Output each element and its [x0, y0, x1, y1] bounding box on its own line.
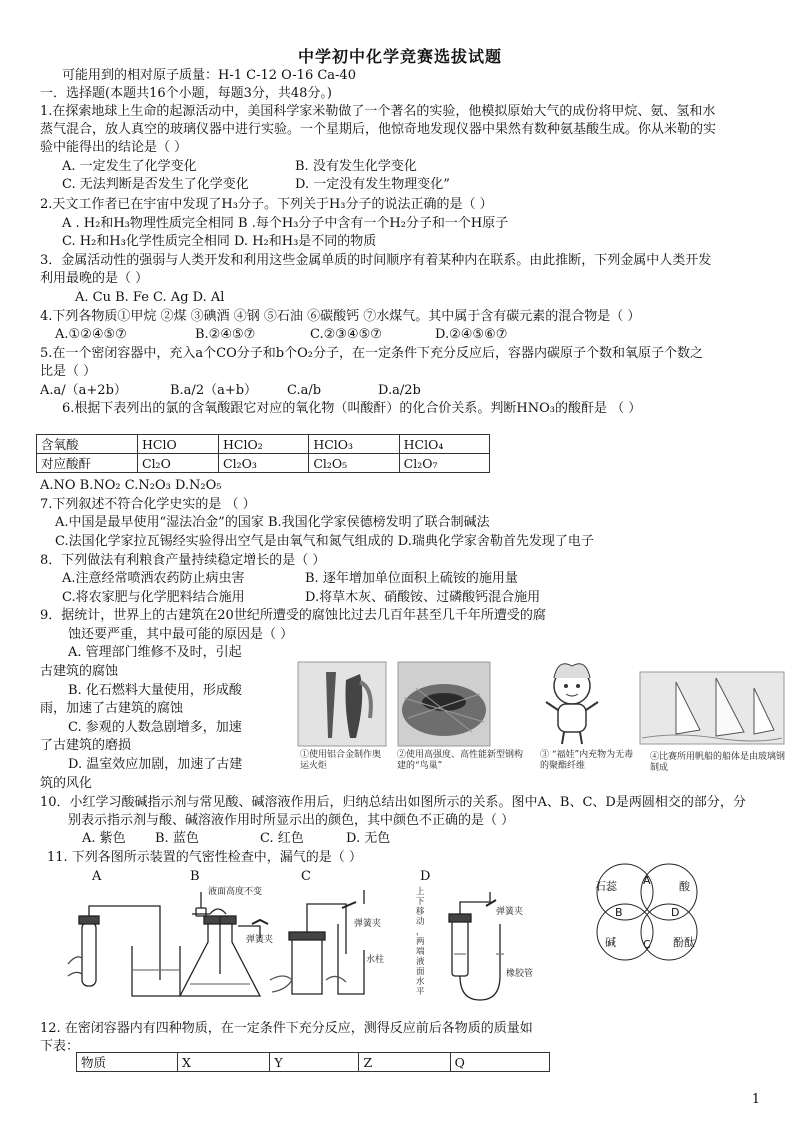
q1-option-c: C. 无法判断是否发生了化学变化: [62, 177, 249, 192]
table-cell: 物质: [77, 1053, 178, 1072]
q3-options: A. Cu B. Fe C. Ag D. Al: [75, 290, 225, 305]
q10-option-c: C. 红色: [260, 831, 304, 846]
q1-line1: 1.在探索地球上生命的起源活动中，美国科学家米勒做了一个著名的实验，他模拟原始大气的成份将甲烷、氨、氢和水: [40, 104, 716, 119]
venn-region-d: D: [671, 906, 680, 919]
q8-option-c: C.将农家肥与化学肥料结合施用: [62, 590, 245, 605]
q10-line2: 别表示指示剂与酸、碱溶液作用时所显示出的颜色，其中颜色不正确的是（ ）: [68, 813, 515, 828]
sailboat-photo: [640, 672, 784, 744]
q11-stem: 11. 下列各图所示装置的气密性检查中，漏气的是（ ）: [47, 850, 362, 865]
venn-phenolphthalein: 酚酞: [673, 936, 695, 949]
q1-option-d: D. 一定没有发生物理变化”: [295, 177, 450, 192]
q9-option-b: B. 化石燃料大量使用，形成酸: [68, 683, 242, 698]
q11-label-d: D: [420, 869, 431, 884]
q9-option-a: A. 管理部门维修不及时，引起: [68, 645, 242, 660]
table-cell: Y: [270, 1053, 359, 1072]
q5-option-c: C.a/b: [287, 383, 322, 398]
table-row: [37, 435, 490, 454]
table-row: [37, 454, 490, 473]
q1-option-a: A. 一定发生了化学变化: [62, 159, 197, 174]
q5-option-b: B.a/2（a+b）: [170, 383, 258, 398]
q8-option-b: B. 逐年增加单位面积上硫铵的施用量: [305, 571, 518, 586]
venn-region-a: A: [643, 874, 651, 887]
q11-label-a: A: [92, 869, 102, 884]
d-hose-label: 橡胶管: [506, 969, 534, 979]
venn-base: 碱: [605, 936, 616, 949]
q4-option-c: C.②③④⑤⑦: [310, 327, 382, 342]
d-note-char: 面: [416, 967, 425, 977]
table-cell: 含氧酸: [37, 435, 138, 454]
q10-option-a: A. 紫色: [82, 831, 126, 846]
table-cell: 对应酸酐: [37, 454, 138, 473]
q6-options: A.NO B.NO₂ C.N₂O₃ D.N₂O₅: [40, 478, 222, 493]
q7-options-ab: A.中国是最早使用“湿法冶金”的国家 B.我国化学家侯德榜发明了联合制碱法: [55, 515, 490, 530]
q5-option-a: A.a/（a+2b）: [40, 383, 127, 398]
table-cell: Z: [359, 1053, 450, 1072]
apparatus-c: [270, 890, 364, 994]
b-clip-label: 弹簧夹: [246, 935, 274, 945]
q3-line2: 利用最晚的是（ ）: [40, 271, 149, 286]
q7-stem: 7.下列叙述不符合化学史实的是 （ ）: [40, 497, 256, 512]
q8-option-a: A.注意经常喷洒农药防止病虫害: [62, 571, 245, 586]
q5-line1: 5.在一个密闭容器中，充入a个CO分子和b个O₂分子，在一定条件下充分反应后，容器内碳原子个数和氧原子个数之: [40, 346, 703, 361]
q10-option-d: D. 无色: [346, 831, 391, 846]
q4-option-b: B.②④⑤⑦: [195, 327, 256, 342]
table-cell: HClO₄: [399, 435, 489, 454]
figure-caption-3: ③ “福娃”内充物为无毒的聚酯纤维: [540, 750, 634, 771]
table-cell: Cl₂O₅: [309, 454, 399, 473]
d-vertical-note: [416, 886, 425, 997]
d-note-char: 平: [416, 987, 425, 997]
venn-region-c: C: [643, 938, 651, 951]
q8-stem: 8．下列做法有利粮食产量持续稳定增长的是（ ）: [40, 553, 326, 568]
airtightness-apparatus: [60, 884, 580, 1010]
q4-option-a: A.①②④⑤⑦: [55, 327, 127, 342]
q9-line2: 蚀还要严重，其中最可能的原因是（ ）: [68, 627, 294, 642]
d-note-char: 动: [416, 917, 425, 927]
q12-line2: 下表：: [40, 1039, 80, 1054]
q10-line1: 10．小红学习酸碱指示剂与常见酸、碱溶液作用后，归纳总结出如图所示的关系。图中A、B、C、D是两圆相交的部分，分: [40, 795, 746, 810]
figure-caption-1: ①使用铝合金制作奥运火炬: [300, 750, 382, 771]
table-cell: HClO: [138, 435, 219, 454]
d-clip-label: 弹簧夹: [496, 907, 524, 917]
d-note-char: 移: [416, 907, 425, 917]
acid-anhydride-table: [36, 434, 490, 473]
d-note-char: 水: [416, 977, 425, 987]
page-title: 中学初中化学竞赛选拔试题: [297, 47, 502, 66]
q9-option-a-cont: 古建筑的腐蚀: [40, 664, 119, 679]
venn-acid: 酸: [679, 880, 690, 893]
q2-options-ab: A . H₂和H₃物理性质完全相同 B .每个H₃分子中含有一个H₂分子和一个H原子: [62, 216, 509, 231]
q6-stem: 6.根据下表列出的氯的含氧酸跟它对应的氧化物（叫酸酐）的化合价关系。判断HNO₃的酸酐是 （ ）: [62, 401, 642, 416]
table-cell: Cl₂O: [138, 454, 219, 473]
q1-line2: 蒸气混合，放人真空的玻璃仪器中进行实验。一个星期后，他惊奇地发现仪器中果然有数种氨基酸生成。你从米勒的实: [40, 122, 717, 137]
d-note-char: 两: [416, 937, 425, 947]
q11-label-c: C: [301, 869, 311, 884]
olympic-figures: [296, 658, 788, 748]
q4-option-d: D.②④⑤⑥⑦: [435, 327, 508, 342]
table-cell: Q: [450, 1053, 549, 1072]
table-row: [77, 1053, 550, 1072]
c-water-label: 水柱: [366, 955, 385, 965]
q5-line2: 比是（ ）: [40, 364, 97, 379]
birds-nest-photo: [398, 662, 490, 746]
apparatus-a: [68, 906, 180, 996]
table-cell: HClO₃: [309, 435, 399, 454]
q1-line3: 验中能得出的结论是（ ）: [40, 140, 188, 155]
table-cell: Cl₂O₃: [219, 454, 309, 473]
q8-option-d: D.将草木灰、硝酸铵、过磷酸钙混合施用: [305, 590, 541, 605]
d-note-char: ，: [416, 927, 425, 937]
q12-line1: 12. 在密闭容器内有四种物质，在一定条件下充分反应，测得反应前后各物质的质量如: [40, 1021, 533, 1036]
q9-option-b-cont: 雨，加速了古建筑的腐蚀: [40, 701, 184, 716]
page-number: 1: [751, 1092, 760, 1107]
q9-option-c: C. 参观的人数急剧增多，加速: [68, 720, 242, 735]
q9-line1: 9．据统计，世界上的古建筑在20世纪所遭受的腐蚀比过去几百年甚至几千年所遭受的腐: [40, 608, 546, 623]
venn-region-b: B: [615, 906, 623, 919]
d-note-char: 下: [416, 897, 425, 907]
q4-stem: 4.下列各物质①甲烷 ②煤 ③碘酒 ④钢 ⑤石油 ⑥碳酸钙 ⑦水煤气。其中属于含有碳元素的混合物是（ ）: [40, 309, 641, 324]
q9-option-d: D. 温室效应加剧，加速了古建: [68, 757, 243, 772]
table-cell: Cl₂O₇: [399, 454, 489, 473]
fuwa-mascot: [546, 664, 598, 744]
venn-litmus: 石蕊: [595, 880, 617, 893]
q1-option-b: B. 没有发生化学变化: [295, 159, 417, 174]
torch-photo: [298, 662, 386, 746]
figure-caption-2: ②使用高强度、高性能新型钢构建的“鸟巢”: [397, 750, 524, 771]
d-note-char: 上: [416, 887, 425, 897]
q9-option-c-cont: 了古建筑的磨损: [40, 738, 132, 753]
section-heading: 一．选择题(本题共16个小题，每题3分，共48分。): [40, 86, 332, 101]
table-cell: X: [178, 1053, 270, 1072]
figure-caption-4: ④比赛所用帆船的船体是由玻璃钢制成: [650, 752, 786, 773]
q11-label-b: B: [190, 869, 200, 884]
d-note-char: 端: [416, 947, 425, 957]
substance-mass-table: [76, 1052, 550, 1072]
b-note: 液面高度不变: [208, 887, 263, 897]
indicator-venn-diagram: [585, 858, 715, 968]
q2-stem: 2.天文工作者已在宇宙中发现了H₃分子。下列关于H₃分子的说法正确的是（ ）: [40, 197, 493, 212]
q10-option-b: B. 蓝色: [155, 831, 199, 846]
q2-options-cd: C. H₂和H₃化学性质完全相同 D. H₂和H₃是不同的物质: [62, 234, 377, 249]
table-cell: HClO₂: [219, 435, 309, 454]
q5-option-d: D.a/2b: [378, 383, 421, 398]
q3-line1: 3．金属活动性的强弱与人类开发和利用这些金属单质的时间顺序有着某种内在联系。由此推断，下列金属中人类开发: [40, 253, 712, 268]
q9-option-d-cont: 筑的风化: [40, 776, 93, 791]
atomic-mass-line: 可能用到的相对原子质量：H-1 C-12 O-16 Ca-40: [62, 68, 356, 83]
q7-options-cd: C.法国化学家拉瓦锡经实验得出空气是由氧气和氮气组成的 D.瑞典化学家舍勒首先发现了电子: [55, 534, 594, 549]
d-note-char: 液: [416, 957, 425, 967]
c-clip-label: 弹簧夹: [354, 919, 382, 929]
